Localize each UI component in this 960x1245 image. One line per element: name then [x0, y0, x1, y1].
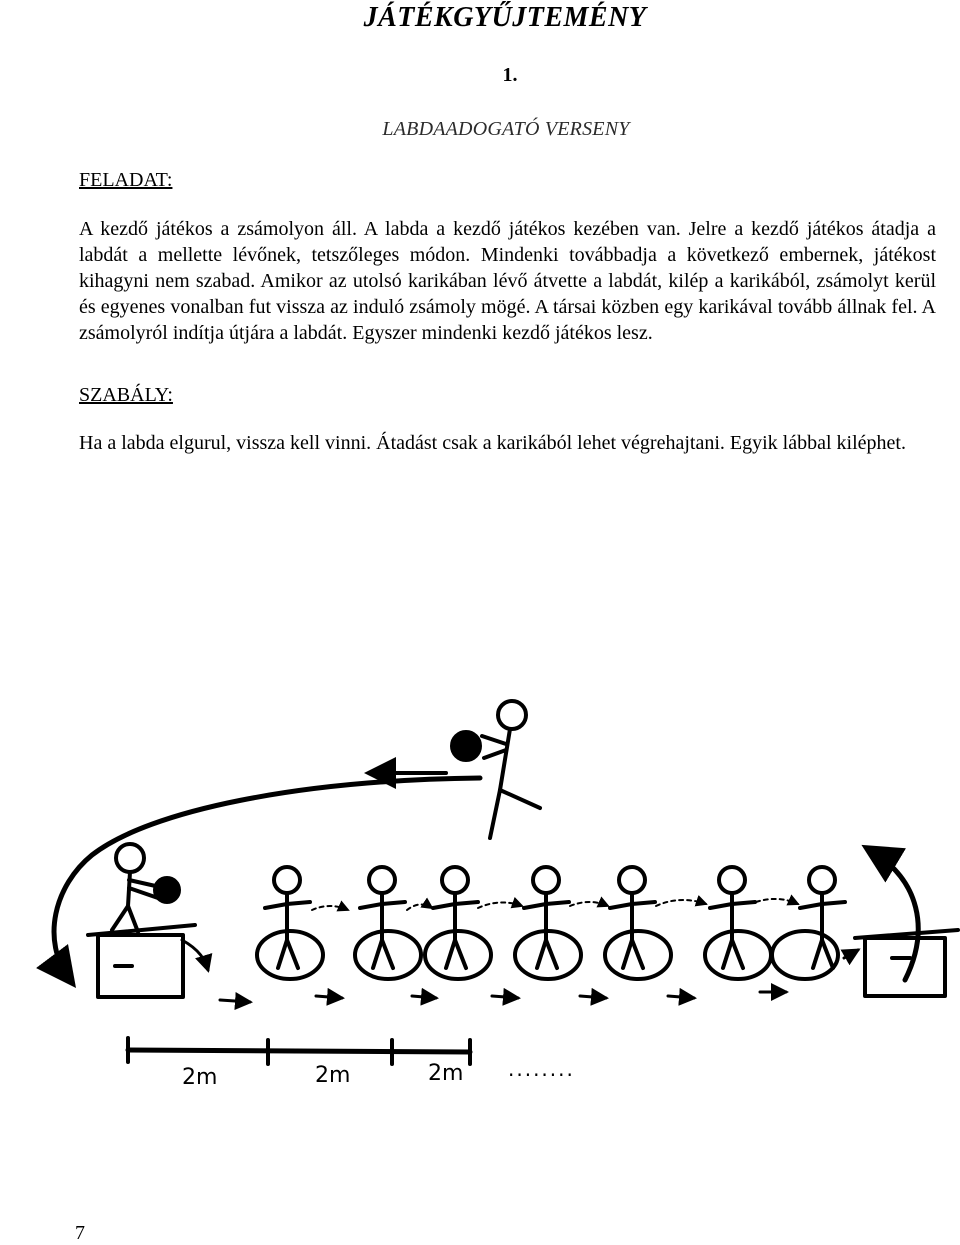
hoop-player-2-icon — [355, 867, 421, 979]
running-figure-icon — [452, 701, 540, 838]
start-bench-icon — [88, 925, 195, 997]
rule-paragraph: Ha a labda elgurul, vissza kell vinni. Átadást csak a karikából lehet végrehajtani. Egyik lábbal kiléphet. — [79, 432, 906, 454]
distance-ellipsis: ........ — [508, 1057, 575, 1081]
distance-label-1: 2m — [182, 1065, 218, 1090]
hoop-player-6-icon — [705, 867, 771, 979]
hoop-player-3-icon — [425, 867, 491, 979]
end-bench-icon — [855, 930, 958, 996]
return-arc-right-icon — [870, 850, 918, 980]
return-arc-left-icon — [54, 778, 480, 980]
distance-ruler — [128, 1038, 470, 1064]
ball-drop-arrow-icon — [182, 940, 208, 970]
hoop-player-4-icon — [515, 867, 581, 979]
hoop-player-7-icon — [772, 867, 845, 979]
task-heading: FELADAT: — [79, 169, 173, 191]
hoop-player-1-icon — [257, 867, 323, 979]
distance-label-3: 2m — [428, 1061, 464, 1086]
rule-heading: SZABÁLY: — [79, 384, 173, 406]
page-title: JÁTÉKGYŰJTEMÉNY — [363, 2, 647, 33]
game-illustration — [0, 640, 960, 1110]
distance-label-2: 2m — [315, 1063, 351, 1088]
hoop-player-5-icon — [605, 867, 671, 979]
page-number: 7 — [75, 1222, 85, 1244]
game-title: LABDAADOGATÓ VERSENY — [382, 118, 630, 140]
start-player-icon — [112, 844, 179, 932]
task-paragraph: A kezdő játékos a zsámolyon áll. A labda a kezdő játékos kezében van. Jelre a kezdő játékos átadja a labdát a mellette lévőnek, tetszőleges módon. Mindenki továbbadja a következő embernek, játékost kihagyni nem szabad. Amikor az utolsó karikában lévő átvette a labdát, kilép a karikából, zsámolyt kerül és egyenes vonalban fut vissza az induló zsámoly mögé. A társai közben egy karikával tovább állnak fel. A zsámolyról indítja útjára a labdát. Egyszer mindenki kezdő játékos lesz. — [79, 218, 936, 344]
game-number: 1. — [502, 64, 518, 86]
